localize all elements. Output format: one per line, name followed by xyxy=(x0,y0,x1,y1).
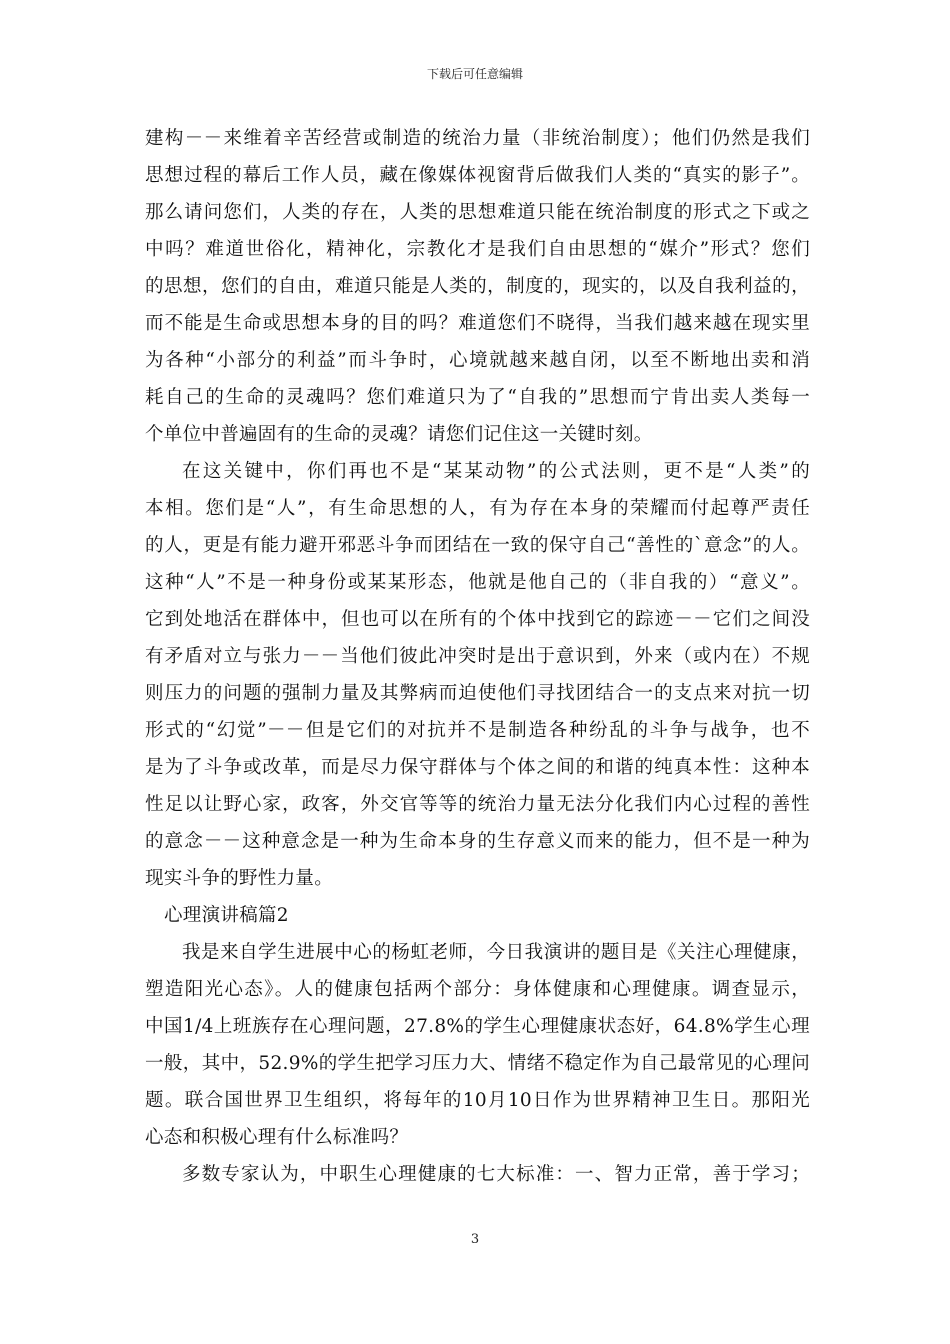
text-line: 的人，更是有能力避开邪恶斗争而团结在一致的保守自己“善性的`意念”的人。 xyxy=(145,535,810,556)
text-line: 塑造阳光心态》。人的健康包括两个部分：身体健康和心理健康。调查显示， xyxy=(145,979,810,1000)
text-line: 一般，其中，52.9%的学生把学习压力大、情绪不稳定作为自己最常见的心理问 xyxy=(145,1053,810,1074)
paragraph-first-line: 在这关键中，你们再也不是“某某动物”的公式法则，更不是“人类”的 xyxy=(182,461,810,482)
text-line: 那么请问您们，人类的存在，人类的思想难道只能在统治制度的形式之下或之 xyxy=(145,202,810,223)
text-line: 现实斗争的野性力量。 xyxy=(145,868,334,889)
text-line: 本相。您们是“人”，有生命思想的人，有为存在本身的荣耀而付起尊严责任 xyxy=(145,498,810,519)
text-line: 中国1/4上班族存在心理问题，27.8%的学生心理健康状态好，64.8%学生心理 xyxy=(145,1016,810,1037)
text-line: 建构－－来维着辛苦经营或制造的统治力量（非统治制度）；他们仍然是我们 xyxy=(145,128,810,149)
text-line: 的意念－－这种意念是一种为生命本身的生存意义而来的能力，但不是一种为 xyxy=(145,831,810,852)
paragraph-first-line: 多数专家认为，中职生心理健康的七大标准：一、智力正常，善于学习； xyxy=(182,1164,810,1185)
page-header: 下载后可任意编辑 xyxy=(426,67,523,81)
text-line: 思想过程的幕后工作人员，藏在像媒体视窗背后做我们人类的“真实的影子”。 xyxy=(145,165,810,186)
document-body xyxy=(145,120,810,1193)
text-line: 而不能是生命或思想本身的目的吗？难道您们不晓得，当我们越来越在现实里 xyxy=(145,313,810,334)
text-line: 心态和积极心理有什么标准吗？ xyxy=(145,1127,409,1148)
text-line: 中吗？难道世俗化，精神化，宗教化才是我们自由思想的“媒介”形式？您们 xyxy=(145,239,810,260)
text-line: 的思想，您们的自由，难道只能是人类的，制度的，现实的，以及自我利益的， xyxy=(145,276,810,297)
text-line: 性足以让野心家，政客，外交官等等的统治力量无法分化我们内心过程的善性 xyxy=(145,794,810,815)
text-line: 题。联合国世界卫生组织，将每年的10月10日作为世界精神卫生日。那阳光 xyxy=(145,1090,810,1111)
page-number: 3 xyxy=(470,1232,480,1247)
paragraph-first-line: 我是来自学生进展中心的杨虹老师，今日我演讲的题目是《关注心理健康， xyxy=(182,942,810,963)
text-line: 为各种“小部分的利益”而斗争时，心境就越来越自闭，以至不断地出卖和消 xyxy=(145,350,810,371)
text-line: 形式的“幻觉”－－但是它们的对抗并不是制造各种纷乱的斗争与战争，也不 xyxy=(145,720,810,741)
text-line: 有矛盾对立与张力－－当他们彼此冲突时是出于意识到，外来（或内在）不规 xyxy=(145,646,810,667)
section-heading: 心理演讲稿篇2 xyxy=(164,905,289,926)
text-line: 则压力的问题的强制力量及其弊病而迫使他们寻找团结合一的支点来对抗一切 xyxy=(145,683,810,704)
text-line: 它到处地活在群体中，但也可以在所有的个体中找到它的踪迹－－它们之间没 xyxy=(145,609,810,630)
text-line: 个单位中普遍固有的生命的灵魂？请您们记住这一关键时刻。 xyxy=(145,424,653,445)
text-line: 这种“人”不是一种身份或某某形态，他就是他自己的（非自我的）“意义”。 xyxy=(145,572,810,593)
text-line: 耗自己的生命的灵魂吗？您们难道只为了“自我的”思想而宁肯出卖人类每一 xyxy=(145,387,810,408)
text-line: 是为了斗争或改革，而是尽力保守群体与个体之间的和谐的纯真本性：这种本 xyxy=(145,757,810,778)
